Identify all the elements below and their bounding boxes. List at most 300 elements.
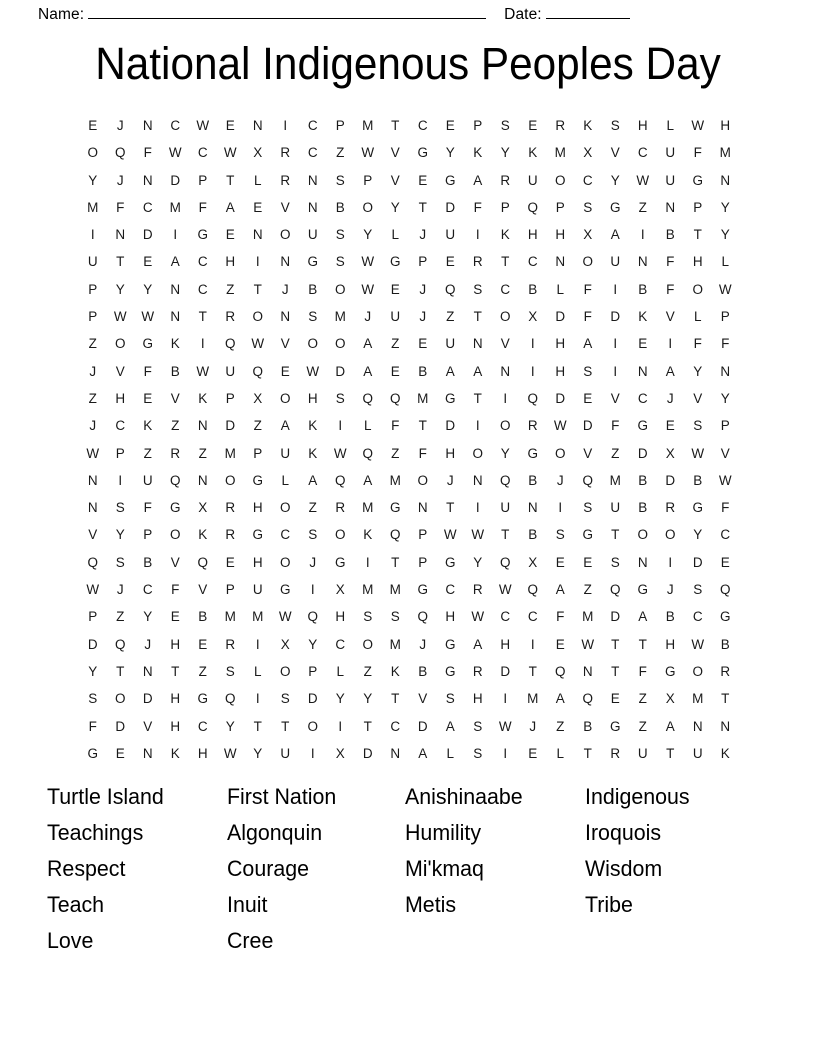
grid-cell[interactable]: W — [361, 254, 375, 270]
grid-cell[interactable]: Y — [500, 445, 510, 461]
grid-cell[interactable]: S — [610, 554, 620, 570]
grid-cell[interactable]: Q — [169, 472, 181, 488]
grid-cell[interactable]: F — [611, 418, 620, 434]
grid-cell[interactable]: F — [693, 336, 702, 352]
grid-cell[interactable]: Y — [143, 609, 153, 625]
grid-cell[interactable]: T — [391, 691, 400, 707]
grid-cell[interactable]: E — [638, 336, 648, 352]
grid-cell[interactable]: W — [498, 582, 512, 598]
grid-cell[interactable]: A — [418, 745, 428, 761]
grid-cell[interactable]: G — [307, 254, 318, 270]
grid-cell[interactable]: E — [253, 199, 263, 215]
grid-cell[interactable]: C — [637, 390, 648, 406]
grid-cell[interactable]: G — [389, 500, 401, 516]
grid-cell[interactable]: Y — [610, 172, 620, 188]
grid-cell[interactable]: S — [583, 199, 593, 215]
grid-cell[interactable]: J — [281, 281, 289, 297]
grid-cell[interactable]: M — [417, 390, 429, 406]
grid-cell[interactable]: T — [501, 254, 510, 270]
grid-cell[interactable]: C — [500, 609, 511, 625]
grid-cell[interactable]: Q — [224, 691, 236, 707]
grid-cell[interactable]: S — [583, 500, 593, 516]
grid-cell[interactable]: G — [417, 145, 428, 161]
grid-cell[interactable]: P — [418, 254, 428, 270]
grid-cell[interactable]: M — [389, 472, 401, 488]
grid-cell[interactable]: T — [528, 663, 537, 679]
grid-cell[interactable]: K — [143, 418, 153, 434]
grid-cell[interactable]: K — [170, 336, 180, 352]
grid-cell[interactable]: V — [88, 527, 98, 543]
grid-cell[interactable]: H — [252, 554, 263, 570]
grid-cell[interactable]: Q — [362, 390, 373, 406]
grid-cell[interactable]: A — [473, 172, 483, 188]
grid-cell[interactable]: Q — [499, 472, 511, 488]
grid-cell[interactable]: C — [335, 636, 346, 652]
grid-cell[interactable]: D — [170, 172, 181, 188]
grid-cell[interactable]: D — [87, 636, 98, 652]
grid-cell[interactable]: E — [720, 554, 730, 570]
grid-cell[interactable]: X — [253, 145, 263, 161]
grid-cell[interactable]: P — [418, 554, 428, 570]
grid-cell[interactable]: S — [473, 745, 483, 761]
grid-cell[interactable]: X — [253, 390, 263, 406]
grid-cell[interactable]: W — [718, 472, 732, 488]
grid-cell[interactable]: B — [143, 554, 153, 570]
grid-cell[interactable]: L — [391, 227, 399, 243]
grid-cell[interactable]: F — [666, 281, 675, 297]
grid-cell[interactable]: Y — [115, 527, 125, 543]
grid-cell[interactable]: P — [720, 309, 730, 325]
grid-cell[interactable]: S — [473, 281, 483, 297]
grid-cell[interactable]: S — [363, 609, 373, 625]
word-list-item[interactable]: Indigenous — [585, 784, 690, 809]
grid-cell[interactable]: D — [610, 609, 621, 625]
grid-cell[interactable]: I — [338, 418, 343, 434]
grid-cell[interactable]: Y — [115, 281, 125, 297]
grid-cell[interactable]: H — [527, 227, 538, 243]
grid-cell[interactable]: Q — [389, 527, 401, 543]
grid-cell[interactable]: P — [88, 309, 98, 325]
grid-cell[interactable]: W — [168, 145, 182, 161]
grid-cell[interactable]: T — [116, 254, 125, 270]
grid-cell[interactable]: E — [115, 745, 125, 761]
grid-cell[interactable]: U — [445, 336, 456, 352]
grid-cell[interactable]: J — [419, 227, 427, 243]
grid-cell[interactable]: W — [553, 418, 567, 434]
grid-cell[interactable]: V — [390, 145, 400, 161]
grid-cell[interactable]: K — [583, 118, 593, 133]
grid-cell[interactable]: G — [692, 500, 703, 516]
grid-cell[interactable]: U — [665, 145, 676, 161]
grid-cell[interactable]: T — [473, 309, 482, 325]
grid-cell[interactable]: N — [527, 500, 538, 516]
grid-cell[interactable]: Q — [417, 609, 428, 625]
grid-cell[interactable]: Y — [500, 145, 510, 161]
grid-cell[interactable]: U — [610, 254, 621, 270]
grid-cell[interactable]: W — [581, 636, 595, 652]
grid-cell[interactable]: K — [638, 309, 648, 325]
grid-cell[interactable]: B — [198, 609, 208, 625]
grid-cell[interactable]: N — [170, 281, 181, 297]
grid-cell[interactable]: N — [390, 745, 401, 761]
grid-cell[interactable]: O — [114, 336, 126, 352]
grid-cell[interactable]: R — [720, 663, 731, 679]
grid-cell[interactable]: F — [143, 500, 152, 516]
grid-cell[interactable]: Q — [499, 554, 511, 570]
grid-cell[interactable]: T — [363, 718, 372, 734]
grid-cell[interactable]: C — [142, 582, 153, 598]
grid-cell[interactable]: V — [610, 390, 620, 406]
grid-cell[interactable]: K — [198, 527, 208, 543]
grid-cell[interactable]: K — [720, 745, 730, 761]
grid-cell[interactable]: O — [554, 445, 566, 461]
grid-cell[interactable]: M — [334, 309, 346, 325]
grid-cell[interactable]: M — [554, 145, 566, 161]
grid-cell[interactable]: I — [503, 390, 508, 406]
grid-cell[interactable]: J — [419, 281, 427, 297]
grid-cell[interactable]: I — [310, 745, 315, 761]
grid-cell[interactable]: E — [418, 336, 428, 352]
grid-cell[interactable]: Y — [308, 636, 318, 652]
grid-cell[interactable]: Y — [363, 691, 373, 707]
grid-cell[interactable]: W — [691, 118, 705, 133]
grid-cell[interactable]: I — [475, 500, 480, 516]
grid-cell[interactable]: G — [609, 199, 621, 215]
grid-cell[interactable]: T — [473, 390, 482, 406]
grid-cell[interactable]: W — [471, 609, 485, 625]
word-list-item[interactable]: Algonquin — [227, 820, 323, 845]
grid-cell[interactable]: N — [87, 500, 98, 516]
grid-cell[interactable]: N — [115, 227, 126, 243]
grid-cell[interactable]: Z — [308, 500, 317, 516]
grid-cell[interactable]: C — [720, 527, 731, 543]
grid-cell[interactable]: O — [279, 390, 291, 406]
grid-cell[interactable]: X — [528, 309, 538, 325]
grid-cell[interactable]: S — [473, 718, 483, 734]
grid-cell[interactable]: C — [170, 118, 181, 133]
grid-cell[interactable]: B — [418, 663, 428, 679]
grid-cell[interactable]: O — [692, 663, 703, 679]
grid-cell[interactable]: M — [252, 609, 264, 625]
grid-cell[interactable]: I — [558, 500, 563, 516]
grid-cell[interactable]: Z — [143, 445, 152, 461]
grid-cell[interactable]: E — [225, 118, 235, 133]
grid-cell[interactable]: P — [418, 527, 428, 543]
grid-cell[interactable]: E — [225, 554, 235, 570]
grid-cell[interactable]: F — [143, 363, 152, 379]
grid-cell[interactable]: Z — [638, 691, 647, 707]
grid-cell[interactable]: R — [472, 582, 483, 598]
grid-cell[interactable]: R — [225, 309, 236, 325]
grid-cell[interactable]: U — [225, 363, 236, 379]
grid-cell[interactable]: C — [280, 527, 291, 543]
grid-cell[interactable]: V — [280, 336, 290, 352]
grid-cell[interactable]: P — [88, 609, 98, 625]
grid-cell[interactable]: C — [390, 718, 401, 734]
grid-cell[interactable]: K — [363, 527, 373, 543]
grid-cell[interactable]: T — [253, 718, 262, 734]
grid-cell[interactable]: D — [142, 691, 153, 707]
grid-cell[interactable]: P — [88, 281, 98, 297]
grid-cell[interactable]: C — [197, 718, 208, 734]
grid-cell[interactable]: D — [417, 718, 428, 734]
grid-cell[interactable]: N — [280, 309, 291, 325]
grid-cell[interactable]: C — [445, 582, 456, 598]
date-write-line[interactable] — [546, 5, 630, 19]
grid-cell[interactable]: Q — [334, 472, 346, 488]
grid-cell[interactable]: M — [362, 118, 374, 133]
grid-cell[interactable]: C — [692, 609, 703, 625]
grid-cell[interactable]: S — [115, 500, 125, 516]
grid-cell[interactable]: I — [668, 336, 673, 352]
grid-cell[interactable]: B — [528, 472, 538, 488]
grid-cell[interactable]: J — [666, 582, 674, 598]
grid-cell[interactable]: P — [693, 199, 703, 215]
grid-cell[interactable]: T — [666, 745, 675, 761]
grid-cell[interactable]: H — [445, 609, 456, 625]
grid-cell[interactable]: W — [223, 745, 237, 761]
grid-cell[interactable]: H — [555, 336, 566, 352]
grid-cell[interactable]: W — [278, 609, 292, 625]
grid-cell[interactable]: J — [116, 172, 124, 188]
grid-cell[interactable]: Z — [198, 663, 207, 679]
grid-cell[interactable]: R — [555, 118, 566, 133]
grid-cell[interactable]: J — [364, 309, 372, 325]
word-list-item[interactable]: Iroquois — [585, 820, 662, 845]
grid-cell[interactable]: D — [582, 418, 593, 434]
grid-cell[interactable]: Q — [389, 390, 401, 406]
grid-cell[interactable]: Y — [720, 390, 730, 406]
grid-cell[interactable]: Z — [391, 445, 400, 461]
grid-cell[interactable]: P — [253, 445, 263, 461]
grid-cell[interactable]: N — [417, 500, 428, 516]
grid-cell[interactable]: V — [720, 445, 730, 461]
grid-cell[interactable]: E — [610, 691, 620, 707]
grid-cell[interactable]: L — [666, 118, 674, 133]
grid-cell[interactable]: T — [721, 691, 730, 707]
grid-cell[interactable]: B — [418, 363, 428, 379]
grid-cell[interactable]: F — [666, 254, 675, 270]
grid-cell[interactable]: S — [280, 691, 290, 707]
grid-cell[interactable]: X — [665, 691, 675, 707]
grid-cell[interactable]: M — [582, 609, 594, 625]
grid-cell[interactable]: P — [308, 663, 318, 679]
grid-cell[interactable]: Q — [197, 554, 208, 570]
grid-cell[interactable]: Z — [611, 445, 620, 461]
grid-cell[interactable]: D — [115, 718, 126, 734]
grid-cell[interactable]: B — [638, 472, 648, 488]
grid-cell[interactable]: P — [555, 199, 565, 215]
grid-cell[interactable]: W — [333, 445, 347, 461]
grid-cell[interactable]: A — [363, 363, 373, 379]
grid-cell[interactable]: F — [721, 500, 730, 516]
grid-cell[interactable]: E — [555, 636, 565, 652]
grid-cell[interactable]: V — [583, 445, 593, 461]
grid-cell[interactable]: E — [225, 227, 235, 243]
grid-cell[interactable]: T — [116, 663, 125, 679]
grid-cell[interactable]: O — [417, 472, 428, 488]
grid-cell[interactable]: T — [418, 199, 427, 215]
grid-cell[interactable]: Q — [114, 145, 126, 161]
grid-cell[interactable]: S — [335, 254, 345, 270]
grid-cell[interactable]: G — [719, 609, 731, 625]
grid-cell[interactable]: U — [87, 254, 98, 270]
grid-cell[interactable]: X — [665, 445, 675, 461]
grid-cell[interactable]: P — [335, 118, 345, 133]
grid-cell[interactable]: Q — [307, 609, 318, 625]
grid-cell[interactable]: A — [583, 336, 593, 352]
grid-cell[interactable]: O — [114, 691, 126, 707]
grid-cell[interactable]: Y — [88, 663, 98, 679]
grid-cell[interactable]: T — [638, 636, 647, 652]
grid-cell[interactable]: J — [144, 636, 152, 652]
grid-cell[interactable]: O — [87, 145, 98, 161]
grid-cell[interactable]: F — [143, 145, 152, 161]
grid-cell[interactable]: D — [555, 390, 566, 406]
grid-cell[interactable]: W — [471, 527, 485, 543]
grid-cell[interactable]: S — [390, 609, 400, 625]
grid-cell[interactable]: I — [475, 418, 480, 434]
word-list-item[interactable]: Cree — [227, 928, 274, 953]
grid-cell[interactable]: O — [279, 227, 291, 243]
grid-cell[interactable]: W — [196, 363, 210, 379]
grid-cell[interactable]: H — [637, 118, 648, 133]
grid-cell[interactable]: B — [665, 609, 675, 625]
grid-cell[interactable]: O — [279, 663, 291, 679]
grid-cell[interactable]: R — [527, 418, 538, 434]
grid-cell[interactable]: H — [472, 691, 483, 707]
grid-cell[interactable]: I — [338, 718, 343, 734]
grid-cell[interactable]: W — [86, 445, 100, 461]
grid-cell[interactable]: Y — [143, 281, 153, 297]
grid-cell[interactable]: Z — [198, 445, 207, 461]
grid-cell[interactable]: J — [556, 472, 564, 488]
grid-cell[interactable]: R — [225, 500, 236, 516]
grid-cell[interactable]: D — [665, 472, 676, 488]
grid-cell[interactable]: U — [665, 172, 676, 188]
grid-cell[interactable]: M — [719, 145, 731, 161]
grid-cell[interactable]: I — [530, 336, 535, 352]
grid-cell[interactable]: W — [141, 309, 155, 325]
grid-cell[interactable]: K — [500, 227, 510, 243]
word-list-item[interactable]: Wisdom — [585, 856, 663, 881]
grid-cell[interactable]: N — [252, 118, 263, 133]
grid-cell[interactable]: Q — [114, 636, 126, 652]
grid-cell[interactable]: Z — [226, 281, 235, 297]
grid-cell[interactable]: Y — [253, 745, 263, 761]
grid-cell[interactable]: G — [444, 172, 456, 188]
grid-cell[interactable]: O — [499, 418, 511, 434]
grid-cell[interactable]: C — [197, 254, 208, 270]
grid-cell[interactable]: N — [720, 172, 731, 188]
grid-cell[interactable]: C — [142, 199, 153, 215]
grid-cell[interactable]: X — [583, 227, 593, 243]
grid-cell[interactable]: S — [335, 172, 345, 188]
grid-cell[interactable]: U — [637, 745, 648, 761]
grid-cell[interactable]: M — [609, 472, 621, 488]
grid-cell[interactable]: O — [169, 527, 181, 543]
grid-cell[interactable]: L — [336, 663, 344, 679]
grid-cell[interactable]: W — [691, 636, 705, 652]
grid-cell[interactable]: B — [528, 527, 538, 543]
grid-cell[interactable]: A — [555, 691, 565, 707]
grid-cell[interactable]: W — [113, 309, 127, 325]
grid-cell[interactable]: O — [279, 500, 291, 516]
grid-cell[interactable]: N — [637, 254, 648, 270]
grid-cell[interactable]: S — [308, 309, 318, 325]
grid-cell[interactable]: T — [693, 227, 702, 243]
grid-cell[interactable]: I — [200, 336, 205, 352]
grid-cell[interactable]: B — [665, 227, 675, 243]
grid-cell[interactable]: J — [309, 554, 317, 570]
grid-cell[interactable]: R — [472, 663, 483, 679]
grid-cell[interactable]: I — [613, 363, 618, 379]
grid-cell[interactable]: H — [170, 691, 181, 707]
grid-cell[interactable]: G — [417, 582, 428, 598]
grid-cell[interactable]: W — [196, 118, 210, 133]
grid-cell[interactable]: Q — [527, 390, 538, 406]
word-list-item[interactable]: Inuit — [227, 892, 268, 917]
grid-cell[interactable]: U — [500, 500, 511, 516]
grid-cell[interactable]: E — [143, 390, 153, 406]
grid-cell[interactable]: P — [115, 445, 125, 461]
grid-cell[interactable]: T — [418, 418, 427, 434]
grid-cell[interactable]: X — [198, 500, 208, 516]
grid-cell[interactable]: G — [609, 718, 621, 734]
grid-cell[interactable]: G — [582, 527, 593, 543]
word-list-item[interactable]: Respect — [47, 856, 126, 881]
grid-cell[interactable]: Q — [252, 363, 263, 379]
grid-cell[interactable]: I — [310, 582, 315, 598]
grid-cell[interactable]: W — [718, 281, 732, 297]
grid-cell[interactable]: T — [391, 554, 400, 570]
grid-cell[interactable]: O — [362, 199, 373, 215]
grid-cell[interactable]: G — [169, 500, 181, 516]
grid-cell[interactable]: M — [692, 691, 704, 707]
grid-cell[interactable]: B — [170, 363, 180, 379]
grid-cell[interactable]: L — [556, 281, 564, 297]
grid-cell[interactable]: V — [115, 363, 125, 379]
grid-cell[interactable]: S — [445, 691, 455, 707]
grid-cell[interactable]: F — [556, 609, 565, 625]
grid-cell[interactable]: Z — [336, 145, 345, 161]
grid-cell[interactable]: G — [444, 636, 456, 652]
grid-cell[interactable]: S — [610, 118, 620, 133]
grid-cell[interactable]: V — [198, 582, 208, 598]
grid-cell[interactable]: D — [500, 663, 511, 679]
grid-cell[interactable]: D — [445, 199, 456, 215]
grid-cell[interactable]: D — [555, 309, 566, 325]
grid-cell[interactable]: M — [87, 199, 99, 215]
grid-cell[interactable]: O — [334, 281, 346, 297]
grid-cell[interactable]: U — [390, 309, 401, 325]
grid-cell[interactable]: Y — [720, 227, 730, 243]
grid-cell[interactable]: Z — [171, 418, 180, 434]
grid-cell[interactable]: U — [445, 227, 456, 243]
grid-cell[interactable]: C — [197, 145, 208, 161]
grid-cell[interactable]: L — [721, 254, 729, 270]
grid-cell[interactable]: M — [169, 199, 181, 215]
grid-cell[interactable]: W — [691, 445, 705, 461]
grid-cell[interactable]: I — [613, 281, 618, 297]
grid-cell[interactable]: W — [361, 281, 375, 297]
grid-cell[interactable]: N — [307, 199, 318, 215]
grid-cell[interactable]: H — [665, 636, 676, 652]
grid-cell[interactable]: L — [253, 663, 262, 679]
grid-cell[interactable]: B — [335, 199, 345, 215]
grid-cell[interactable]: U — [280, 445, 291, 461]
grid-cell[interactable]: R — [335, 500, 346, 516]
